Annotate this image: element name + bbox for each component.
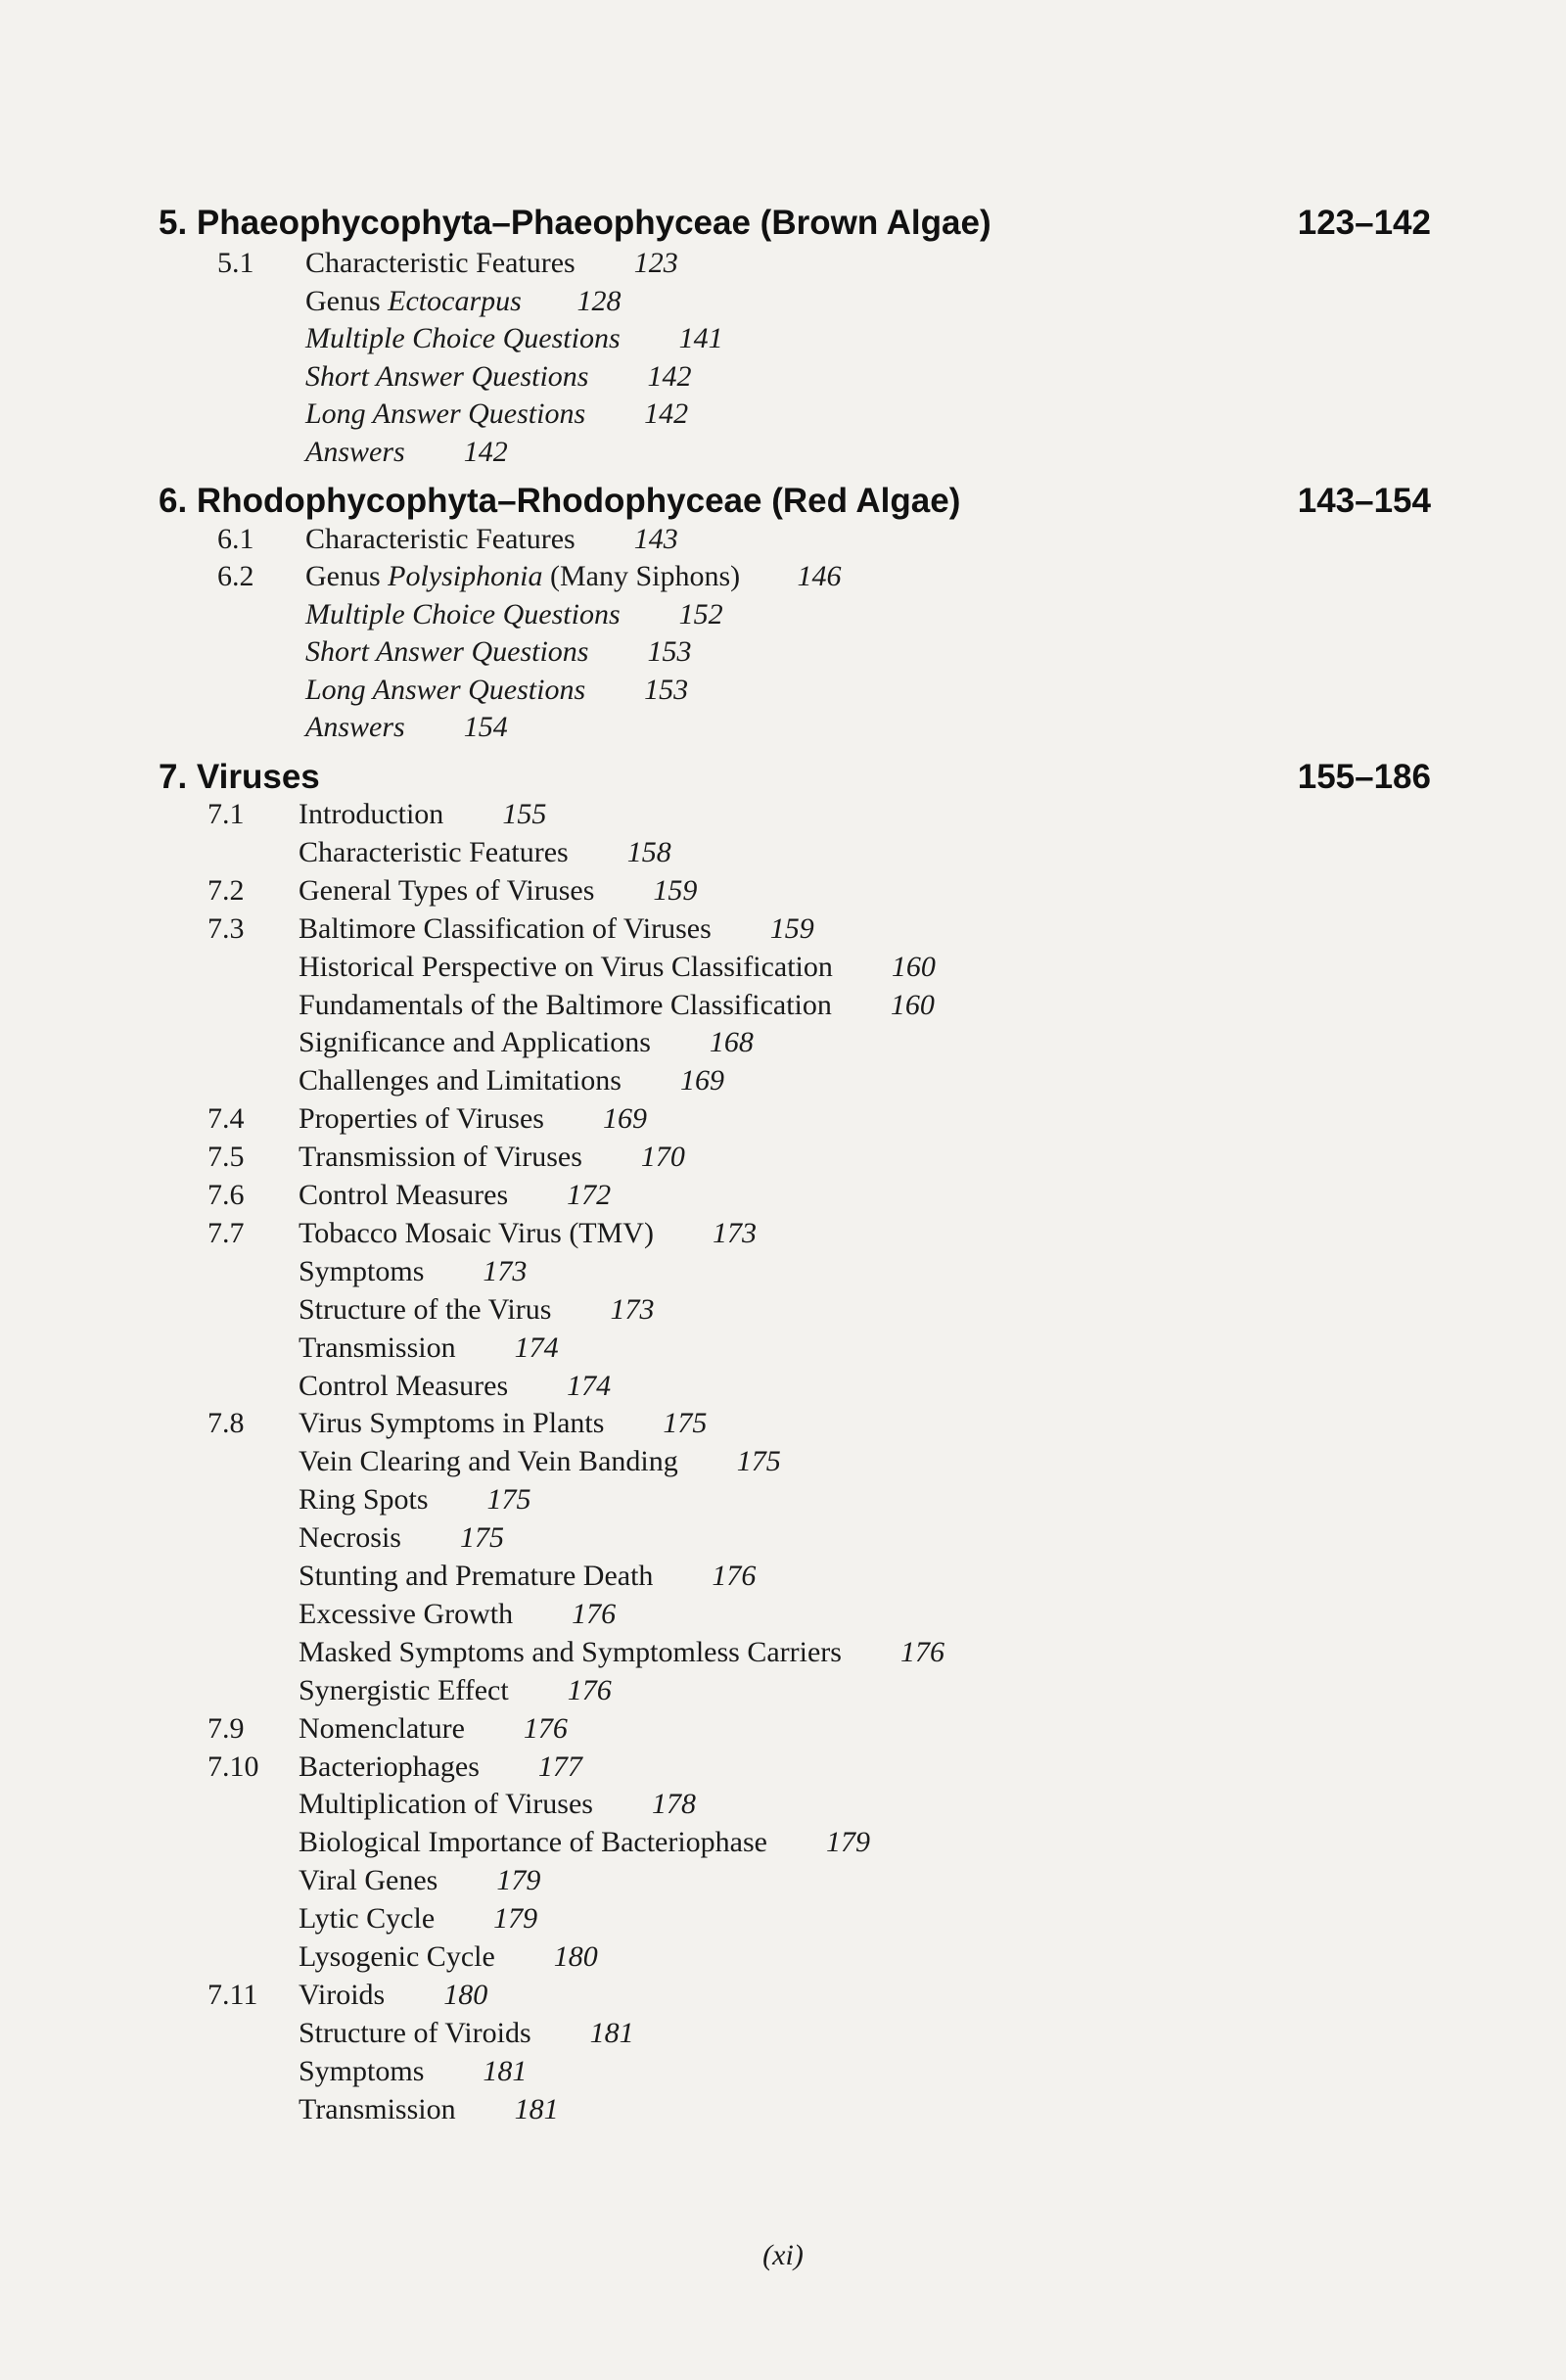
chapter-title: 6. Rhodophycophyta–Rhodophyceae (Red Algae) bbox=[159, 482, 961, 520]
section-title: Masked Symptoms and Symptomless Carriers bbox=[299, 1635, 842, 1668]
section-title: Control Measures bbox=[299, 1369, 509, 1402]
section-title: Stunting and Premature Death bbox=[299, 1560, 654, 1592]
section-page-number: 177 bbox=[537, 1750, 582, 1783]
section-page-number: 179 bbox=[826, 1826, 870, 1859]
section-page-number: 158 bbox=[626, 835, 671, 868]
section-page-number: 176 bbox=[567, 1673, 612, 1706]
section-number: 7.1 bbox=[207, 798, 245, 830]
section-page-number: 170 bbox=[640, 1141, 685, 1174]
section-page-number: 179 bbox=[496, 1864, 541, 1897]
section-title: Baltimore Classification of Viruses bbox=[299, 911, 712, 945]
toc-entry-fundamentals-of-the-baltimore-classification[interactable] bbox=[0, 987, 1566, 1024]
toc-entry-structure-of-the-virus[interactable] bbox=[0, 1291, 1566, 1329]
section-title: Ring Spots bbox=[299, 1483, 429, 1517]
section-page-number: 155 bbox=[502, 798, 547, 830]
toc-entry-answers[interactable] bbox=[0, 434, 1566, 471]
section-number: 7.9 bbox=[207, 1711, 245, 1745]
section-number: 7.6 bbox=[207, 1179, 245, 1211]
chapter-page-range: 123–142 bbox=[1297, 204, 1431, 242]
section-title: Long Answer Questions bbox=[305, 673, 586, 706]
section-title: Significance and Applications bbox=[299, 1026, 651, 1059]
toc-entry-biological-importance-of-bacteriophase[interactable] bbox=[0, 1824, 1566, 1861]
toc-entry-genus-ectocarpus[interactable] bbox=[0, 283, 1566, 320]
toc-entry-short-answer-questions[interactable] bbox=[0, 633, 1566, 671]
section-title: Short Answer Questions bbox=[305, 635, 589, 669]
toc-entry-characteristic-features[interactable] bbox=[0, 245, 1566, 282]
section-title: Transmission of Viruses bbox=[299, 1141, 582, 1174]
toc-entry-synergistic-effect[interactable] bbox=[0, 1672, 1566, 1709]
section-page-number: 146 bbox=[797, 560, 842, 593]
section-page-number: 159 bbox=[653, 873, 698, 907]
toc-entry-multiplication-of-viruses[interactable] bbox=[0, 1786, 1566, 1823]
section-title: Short Answer Questions bbox=[305, 359, 589, 393]
toc-entry-symptoms[interactable] bbox=[0, 2053, 1566, 2090]
toc-entry-necrosis[interactable] bbox=[0, 1519, 1566, 1557]
chapter-title: 5. Phaeophycophyta–Phaeophyceae (Brown Algae) bbox=[159, 204, 991, 242]
section-title: Historical Perspective on Virus Classification bbox=[299, 950, 833, 983]
section-page-number: 181 bbox=[589, 2016, 634, 2049]
toc-entry-nomenclature[interactable] bbox=[0, 1710, 1566, 1748]
section-page-number: 168 bbox=[709, 1026, 754, 1059]
section-number: 7.4 bbox=[207, 1102, 245, 1136]
section-title: Transmission bbox=[299, 2092, 456, 2125]
section-title: Synergistic Effect bbox=[299, 1673, 509, 1706]
section-title: Nomenclature bbox=[299, 1711, 465, 1745]
section-title: Virus Symptoms in Plants bbox=[299, 1407, 605, 1440]
section-title: Necrosis bbox=[299, 1521, 401, 1555]
section-page-number: 153 bbox=[647, 635, 692, 669]
section-title: Multiple Choice Questions bbox=[305, 322, 621, 355]
toc-entry-challenges-and-limitations[interactable] bbox=[0, 1062, 1566, 1099]
toc-entry-tobacco-mosaic-virus-tmv[interactable] bbox=[0, 1215, 1566, 1252]
section-page-number: 176 bbox=[899, 1635, 944, 1668]
section-title: Answers bbox=[305, 436, 405, 468]
section-page-number: 169 bbox=[602, 1102, 647, 1136]
section-page-number: 175 bbox=[486, 1483, 531, 1517]
toc-entry-multiple-choice-questions[interactable] bbox=[0, 596, 1566, 633]
toc-entry-viral-genes[interactable] bbox=[0, 1862, 1566, 1899]
section-title: General Types of Viruses bbox=[299, 873, 595, 907]
section-title: Bacteriophages bbox=[299, 1750, 480, 1783]
section-page-number: 180 bbox=[553, 1940, 598, 1973]
toc-entry-general-types-of-viruses[interactable] bbox=[0, 872, 1566, 910]
toc-entry-genus-polysiphonia-many-siphons[interactable] bbox=[0, 558, 1566, 595]
section-title: Biological Importance of Bacteriophase bbox=[299, 1826, 767, 1859]
section-title: Symptoms bbox=[299, 1254, 425, 1287]
chapter-page-range: 143–154 bbox=[1297, 482, 1431, 520]
toc-entry-multiple-choice-questions[interactable] bbox=[0, 320, 1566, 357]
section-title: Transmission bbox=[299, 1330, 456, 1364]
section-page-number: 169 bbox=[679, 1064, 724, 1097]
chapter-page-range: 155–186 bbox=[1297, 758, 1431, 796]
chapter-7-heading[interactable] bbox=[159, 756, 1431, 799]
section-page-number: 173 bbox=[483, 1254, 528, 1287]
toc-entry-control-measures[interactable] bbox=[0, 1177, 1566, 1214]
toc-entry-long-answer-questions[interactable] bbox=[0, 672, 1566, 709]
toc-entry-baltimore-classification-of-viruses[interactable] bbox=[0, 910, 1566, 948]
section-title: Multiplication of Viruses bbox=[299, 1788, 593, 1821]
toc-entry-transmission[interactable] bbox=[0, 2091, 1566, 2128]
chapter-title: 7. Viruses bbox=[159, 758, 320, 796]
section-page-number: 173 bbox=[610, 1292, 655, 1326]
section-title: Genus Polysiphonia (Many Siphons) bbox=[305, 560, 741, 593]
toc-entry-stunting-and-premature-death[interactable] bbox=[0, 1558, 1566, 1595]
section-title: Lysogenic Cycle bbox=[299, 1940, 495, 1973]
toc-entry-introduction[interactable] bbox=[0, 796, 1566, 833]
section-title: Fundamentals of the Baltimore Classification bbox=[299, 988, 832, 1021]
section-page-number: 179 bbox=[493, 1902, 538, 1936]
section-number: 6.1 bbox=[217, 523, 254, 555]
section-page-number: 181 bbox=[483, 2054, 528, 2087]
toc-entry-bacteriophages[interactable] bbox=[0, 1749, 1566, 1786]
section-number: 7.10 bbox=[207, 1750, 259, 1783]
section-title: Structure of Viroids bbox=[299, 2016, 531, 2049]
toc-entry-long-answer-questions[interactable] bbox=[0, 396, 1566, 433]
section-page-number: 180 bbox=[443, 1978, 488, 2011]
section-title: Excessive Growth bbox=[299, 1597, 514, 1630]
section-page-number: 160 bbox=[891, 950, 936, 983]
section-title: Properties of Viruses bbox=[299, 1102, 544, 1136]
section-page-number: 175 bbox=[663, 1407, 708, 1440]
section-number: 7.7 bbox=[207, 1216, 245, 1249]
section-page-number: 143 bbox=[633, 523, 678, 555]
section-page-number: 142 bbox=[647, 359, 692, 393]
section-number: 5.1 bbox=[217, 247, 254, 279]
section-title: Viroids bbox=[299, 1978, 386, 2011]
toc-entry-historical-perspective-on-virus-classification[interactable] bbox=[0, 949, 1566, 986]
section-page-number: 176 bbox=[572, 1597, 617, 1630]
section-title: Viral Genes bbox=[299, 1864, 438, 1897]
section-page-number: 123 bbox=[633, 247, 678, 279]
section-page-number: 154 bbox=[463, 711, 508, 743]
toc-entry-masked-symptoms-and-symptomless-carriers[interactable] bbox=[0, 1634, 1566, 1671]
toc-entry-characteristic-features[interactable] bbox=[0, 521, 1566, 558]
section-title: Structure of the Virus bbox=[299, 1292, 552, 1326]
section-page-number: 178 bbox=[651, 1788, 696, 1821]
section-title: Control Measures bbox=[299, 1179, 509, 1211]
toc-entry-symptoms[interactable] bbox=[0, 1253, 1566, 1290]
page-number: (xi) bbox=[762, 2239, 804, 2271]
section-number: 7.3 bbox=[207, 911, 245, 945]
toc-entry-vein-clearing-and-vein-banding[interactable] bbox=[0, 1443, 1566, 1480]
toc-entry-answers[interactable] bbox=[0, 709, 1566, 746]
toc-entry-control-measures[interactable] bbox=[0, 1368, 1566, 1405]
section-page-number: 128 bbox=[576, 284, 622, 317]
section-page-number: 152 bbox=[678, 597, 723, 630]
chapter-5-heading[interactable] bbox=[159, 202, 1431, 245]
section-page-number: 176 bbox=[523, 1711, 568, 1745]
section-number: 7.2 bbox=[207, 873, 245, 907]
toc-entry-transmission-of-viruses[interactable] bbox=[0, 1139, 1566, 1176]
toc-entry-ring-spots[interactable] bbox=[0, 1481, 1566, 1518]
toc-entry-viroids[interactable] bbox=[0, 1977, 1566, 2014]
section-title: Challenges and Limitations bbox=[299, 1064, 622, 1097]
section-number: 7.8 bbox=[207, 1407, 245, 1440]
section-title: Multiple Choice Questions bbox=[305, 597, 621, 630]
toc-entry-structure-of-viroids[interactable] bbox=[0, 2015, 1566, 2052]
section-page-number: 160 bbox=[890, 988, 935, 1021]
section-page-number: 174 bbox=[567, 1369, 612, 1402]
section-number: 7.5 bbox=[207, 1141, 245, 1174]
section-title: Answers bbox=[305, 711, 405, 743]
section-title: Characteristic Features bbox=[305, 523, 576, 555]
section-number: 6.2 bbox=[217, 560, 254, 593]
toc-entry-transmission[interactable] bbox=[0, 1330, 1566, 1367]
toc-entry-virus-symptoms-in-plants[interactable] bbox=[0, 1405, 1566, 1442]
section-page-number: 176 bbox=[712, 1560, 757, 1592]
section-title: Genus Ectocarpus bbox=[305, 284, 522, 317]
section-page-number: 141 bbox=[678, 322, 723, 355]
section-page-number: 175 bbox=[459, 1521, 504, 1555]
toc-entry-excessive-growth[interactable] bbox=[0, 1596, 1566, 1633]
section-page-number: 172 bbox=[567, 1179, 612, 1211]
section-page-number: 175 bbox=[736, 1445, 781, 1478]
section-title: Long Answer Questions bbox=[305, 397, 586, 431]
toc-entry-characteristic-features[interactable] bbox=[0, 834, 1566, 871]
section-page-number: 173 bbox=[712, 1216, 757, 1249]
chapter-6-heading[interactable] bbox=[159, 480, 1431, 523]
section-page-number: 159 bbox=[769, 911, 814, 945]
toc-entry-properties-of-viruses[interactable] bbox=[0, 1100, 1566, 1138]
section-page-number: 153 bbox=[644, 673, 689, 706]
toc-entry-lysogenic-cycle[interactable] bbox=[0, 1938, 1566, 1976]
section-title: Lytic Cycle bbox=[299, 1902, 436, 1936]
section-page-number: 174 bbox=[514, 1330, 559, 1364]
section-page-number: 142 bbox=[463, 436, 508, 468]
section-title: Symptoms bbox=[299, 2054, 425, 2087]
section-title: Characteristic Features bbox=[305, 247, 576, 279]
section-title: Characteristic Features bbox=[299, 835, 569, 868]
section-title: Tobacco Mosaic Virus (TMV) bbox=[299, 1216, 654, 1249]
section-number: 7.11 bbox=[207, 1978, 258, 2011]
section-title: Vein Clearing and Vein Banding bbox=[299, 1445, 678, 1478]
toc-entry-lytic-cycle[interactable] bbox=[0, 1900, 1566, 1937]
section-title: Introduction bbox=[299, 798, 444, 830]
toc-entry-significance-and-applications[interactable] bbox=[0, 1024, 1566, 1061]
section-page-number: 181 bbox=[514, 2092, 559, 2125]
section-page-number: 142 bbox=[644, 397, 689, 431]
toc-entry-short-answer-questions[interactable] bbox=[0, 358, 1566, 396]
